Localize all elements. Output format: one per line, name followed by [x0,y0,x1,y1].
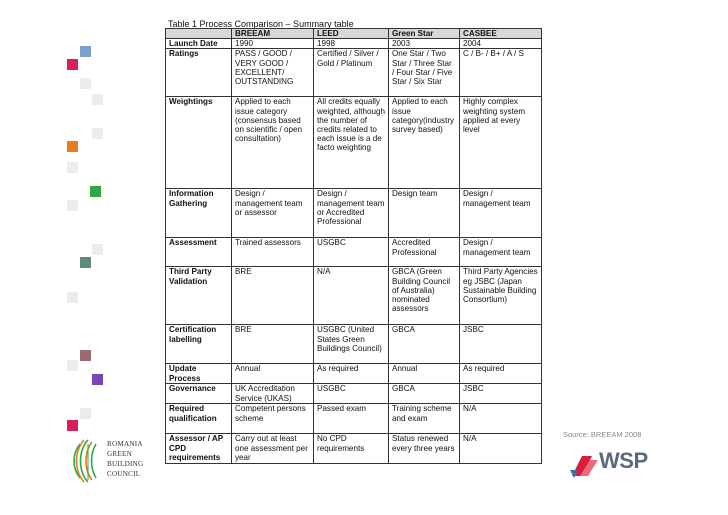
table-cell: USGBC (United States Green Buildings Council) [314,325,389,364]
table-cell: Design / management team or Accredited Professional [314,189,389,238]
table-cell: Design / management team [460,238,542,267]
decor-square-grey [80,78,91,89]
decor-square-blue [80,46,91,57]
table-cell: Competent persons scheme [232,404,314,434]
table-cell: Design / management team or assessor [232,189,314,238]
table-cell: BRE [232,325,314,364]
table-cell: Highly complex weighting system applied at every level [460,97,542,189]
table-cell: Design / management team [460,189,542,238]
table-row [166,267,542,325]
table-cell: 1990 [232,39,314,49]
table-cell: All credits equally weighted, although the number of credits related to each issue is a de facto weighting [314,97,389,189]
table-cell: No CPD requirements [314,434,389,464]
table-cell: 2004 [460,39,542,49]
rgbc-line: COUNCIL [107,470,141,478]
decor-square-grey [67,200,78,211]
table-row [166,434,542,464]
table-cell: USGBC [314,384,389,404]
decor-square-purple [92,374,103,385]
table-cell: GBCA [389,384,460,404]
table-cell: JSBC [460,384,542,404]
table-row [166,49,542,97]
table-cell: Design team [389,189,460,238]
row-label: Launch Date [166,39,232,49]
table-row [166,384,542,404]
row-label: Required qualification [166,404,232,434]
table-row [166,189,542,238]
table-cell: N/A [460,404,542,434]
table-cell: Annual [389,364,460,384]
header-cell: BREEAM [232,29,314,39]
row-label: Information Gathering [166,189,232,238]
header-cell: LEED [314,29,389,39]
decor-square-red [67,59,78,70]
table-cell: Applied to each issue category (consensus based on scientific / open consultation) [232,97,314,189]
table-cell: JSBC [460,325,542,364]
table-cell: 2003 [389,39,460,49]
header-cell: CASBEE [460,29,542,39]
rgbc-line: BUILDING [107,460,144,468]
table-cell: C / B- / B+ / A / S [460,49,542,97]
table-row [166,325,542,364]
table-row [166,39,542,49]
table-cell: Passed exam [314,404,389,434]
table-cell: One Star / Two Star / Three Star / Four Star / Five Star / Six Star [389,49,460,97]
decor-square-orange [67,141,78,152]
rgbc-line: GREEN [107,450,132,458]
table-cell: UK Accreditation Service (UKAS) [232,384,314,404]
table-header-row [166,29,542,39]
row-label: Assessor / AP CPD requirements [166,434,232,464]
rgbc-line: ROMANIA [107,440,143,448]
table-cell: Accredited Professional [389,238,460,267]
source-note: Source: BREEAM 2008 [563,430,642,439]
table-cell: N/A [460,434,542,464]
decor-square-grey [67,292,78,303]
decor-square-grey [92,94,103,105]
table-cell: 1998 [314,39,389,49]
row-label: Assessment [166,238,232,267]
table-cell: GBCA [389,325,460,364]
header-cell: Green Star [389,29,460,39]
decor-square-grey [92,244,103,255]
decor-square-grey [67,162,78,173]
table-row [166,404,542,434]
decor-square-grey [80,408,91,419]
decor-square-green [90,186,101,197]
table-row [166,364,542,384]
table-cell: Third Party Agencies eg JSBC (Japan Sustainable Building Consortium) [460,267,542,325]
row-label: Certification labelling [166,325,232,364]
table-cell: As required [460,364,542,384]
table-cell: As required [314,364,389,384]
wsp-logo-text: WSP [599,448,648,473]
row-label: Ratings [166,49,232,97]
row-label: Weightings [166,97,232,189]
table-cell: Applied to each issue category(industry survey based) [389,97,460,189]
row-label: Update Process [166,364,232,384]
decor-square-grey [67,360,78,371]
table-row [166,97,542,189]
row-label: Third Party Validation [166,267,232,325]
table-cell: Status renewed every three years [389,434,460,464]
table-cell: Annual [232,364,314,384]
decor-square-grey [92,128,103,139]
decor-square-red [67,420,78,431]
table-cell: Training scheme and exam [389,404,460,434]
table-cell: BRE [232,267,314,325]
table-cell: PASS / GOOD / VERY GOOD / EXCELLENT/ OUTSTANDING [232,49,314,97]
table-row [166,238,542,267]
table-cell: N/A [314,267,389,325]
table-cell: USGBC [314,238,389,267]
table-cell: GBCA (Green Building Council of Australia) nominated assessors [389,267,460,325]
table-caption: Table 1 Process Comparison – Summary table [168,19,354,29]
header-cell [166,29,232,39]
decor-square-teal [80,257,91,268]
row-label: Governance [166,384,232,404]
table-cell: Carry out at least one assessment per year [232,434,314,464]
table-cell: Trained assessors [232,238,314,267]
rgbc-logo-text [107,439,143,479]
comparison-table [165,28,542,464]
table-cell: Certified / Silver / Gold / Platinum [314,49,389,97]
decor-square-mauve [80,350,91,361]
